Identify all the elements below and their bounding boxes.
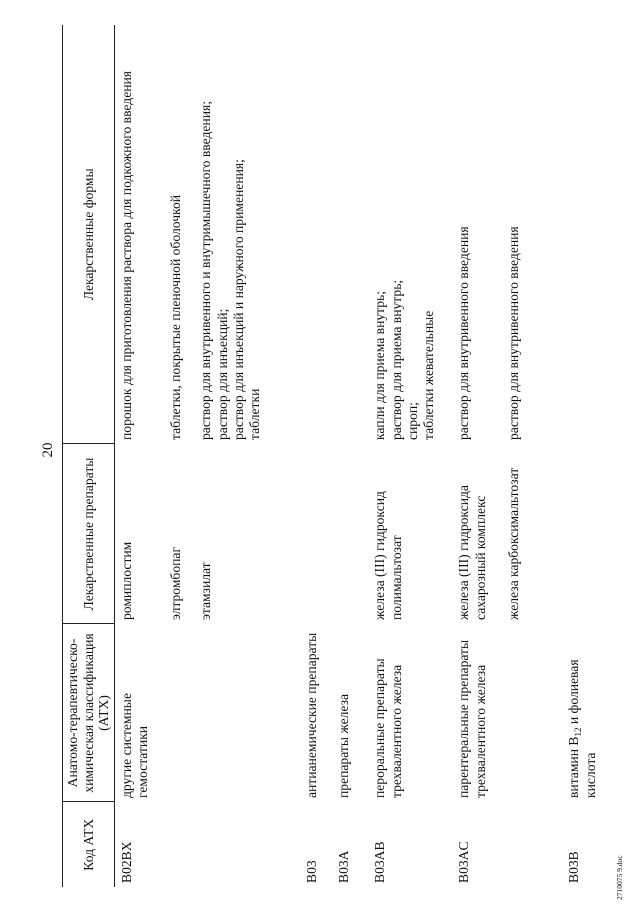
atx-classification: парентеральные препараты трехвалентного железа bbox=[456, 639, 488, 798]
header-classification: Анатомо-терапевтическо-химическая классификация (АТХ) bbox=[63, 624, 115, 802]
table-row bbox=[372, 25, 456, 887]
atx-classification: пероральные препараты трехвалентного железа bbox=[372, 658, 404, 798]
atx-table bbox=[62, 25, 599, 887]
form-line: раствор для внутривенного введения bbox=[506, 226, 522, 440]
atx-classification bbox=[168, 624, 198, 802]
page-number: 20 bbox=[40, 442, 56, 458]
atx-code bbox=[198, 802, 304, 887]
form-line: раствор для внутривенного и внутримышечного введения; bbox=[198, 100, 214, 440]
drug-name: ромиплостим bbox=[118, 541, 134, 620]
form-line: порошок для приготовления раствора для подкожного введения bbox=[118, 70, 134, 440]
atx-code: B03 bbox=[304, 860, 320, 883]
form-line: таблетки жевательные bbox=[421, 310, 437, 440]
table-row bbox=[566, 25, 599, 887]
form-line: капли для приема внутрь; bbox=[372, 290, 388, 440]
drug-forms bbox=[114, 25, 168, 444]
header-forms: Лекарственные формы bbox=[63, 25, 115, 444]
table-body bbox=[114, 25, 599, 887]
table-row bbox=[114, 25, 168, 887]
atx-code bbox=[168, 802, 198, 887]
form-line: раствор для внутривенного введения bbox=[456, 226, 472, 440]
drug-forms bbox=[506, 25, 566, 444]
drug-name: этамзилат bbox=[198, 562, 214, 620]
atx-classification: антианемические препараты bbox=[304, 632, 320, 798]
atx-code: B03A bbox=[336, 850, 352, 883]
drug-forms bbox=[372, 25, 456, 444]
header-code: Код АТХ bbox=[63, 802, 115, 887]
drug-name: элтромбопаг bbox=[168, 546, 184, 620]
drug-name: железа карбоксимальтозат bbox=[506, 467, 522, 620]
form-line: раствор для приема внутрь; bbox=[388, 279, 404, 440]
form-line: таблетки bbox=[247, 388, 263, 440]
drug-name bbox=[336, 444, 372, 624]
form-line: раствор для инъекций и наружного применения; bbox=[231, 159, 246, 440]
table-row bbox=[304, 25, 336, 887]
header-drugs: Лекарственные препараты bbox=[63, 444, 115, 624]
drug-forms bbox=[456, 25, 506, 444]
drug-forms bbox=[336, 25, 372, 444]
atx-classification: препараты железа bbox=[336, 694, 352, 798]
atx-code: B03AB bbox=[372, 841, 388, 883]
form-line: раствор для инъекций; bbox=[214, 308, 230, 440]
drug-name: железа (III) гидроксида сахарозный комплекс bbox=[456, 485, 488, 620]
table-row bbox=[198, 25, 304, 887]
table-header-row bbox=[63, 25, 115, 887]
atx-code: B03B bbox=[566, 851, 582, 883]
drug-name bbox=[566, 444, 599, 624]
drug-name bbox=[304, 444, 336, 624]
drug-name: железа (III) гидроксид полимальтозат bbox=[372, 491, 404, 620]
atx-classification: другие системные гемостатики bbox=[118, 693, 151, 798]
file-name: 2710075 9.doc bbox=[615, 855, 624, 900]
atx-code bbox=[506, 802, 566, 887]
drug-forms bbox=[168, 25, 198, 444]
atx-classification bbox=[506, 624, 566, 802]
atx-classification: витамин $B_{12}$ и фолиевая кислота bbox=[566, 659, 598, 798]
table-row bbox=[456, 25, 506, 887]
drug-forms bbox=[566, 25, 599, 444]
table-row bbox=[168, 25, 198, 887]
table-row bbox=[506, 25, 566, 887]
table-row bbox=[336, 25, 372, 887]
drug-forms bbox=[304, 25, 336, 444]
drug-forms bbox=[198, 25, 304, 444]
atx-code: B03AC bbox=[456, 841, 472, 883]
form-line: сироп; bbox=[405, 402, 420, 440]
atx-code: B02BX bbox=[118, 841, 134, 883]
atx-classification bbox=[198, 624, 304, 802]
form-line: таблетки, покрытые пленочной оболочкой bbox=[168, 194, 184, 440]
subscript-text: 12 bbox=[573, 727, 584, 737]
